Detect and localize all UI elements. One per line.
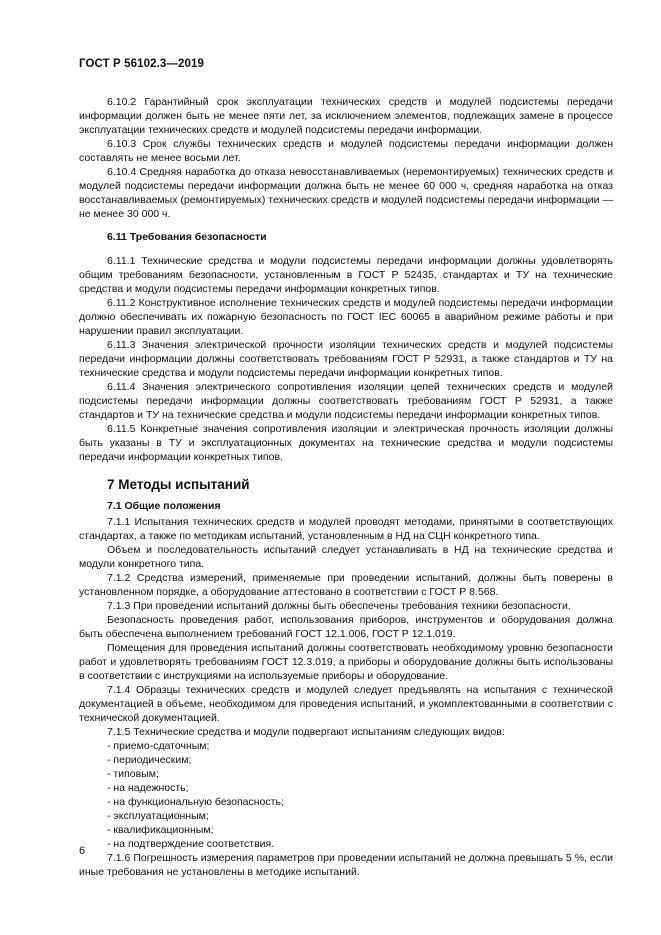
paragraph-6-11-5: 6.11.5 Конкретные значения сопротивления изоляции и электрическая прочность изоляции должны быть указаны в ТУ и эксплуатационных документах на технические средства и модули подсистемы передачи информации конкретных типов. bbox=[79, 423, 613, 463]
page-number: 6 bbox=[79, 845, 86, 857]
paragraph-6-11-3: 6.11.3 Значения электрической прочности изоляции технических средств и модулей подсистемы передачи информации должны соответствовать требованиям ГОСТ Р 52931, а также стандартов и ТУ на технические средства и модули подсистемы передачи информации конкретных типов. bbox=[79, 339, 613, 379]
document-body bbox=[79, 95, 613, 879]
document-header: ГОСТ Р 56102.3—2019 bbox=[79, 58, 204, 70]
paragraph-6-10-3: 6.10.3 Срок службы технических средств и модулей подсистемы передачи информации должен составлять не менее восьми лет. bbox=[79, 138, 613, 164]
paragraph-6-11-1: 6.11.1 Технические средства и модули подсистемы передачи информации должны удовлетворять общим требованиям безопасности, установленным в ГОСТ Р 52435, стандартах и ТУ на технические средства и модули подсистемы передачи информации конкретных типов. bbox=[79, 255, 613, 295]
paragraph-7-1-5: 7.1.5 Технические средства и модули подвергают испытаниям следующих видов: bbox=[107, 726, 505, 738]
paragraph-7-1-6: 7.1.6 Погрешность измерения параметров при проведении испытаний не должна превышать 5 %, если иные требования не установлены в методике испытаний. bbox=[79, 852, 613, 878]
paragraph-7-1-3: 7.1.3 При проведении испытаний должны быть обеспечены требования техники безопасности. bbox=[107, 600, 571, 612]
paragraph-7-1-1-b: Объем и последовательность испытаний следует устанавливать в НД на технические средства и модули конкретного типа. bbox=[79, 544, 613, 570]
paragraph-6-10-4: 6.10.4 Средняя наработка до отказа невосстанавливаемых (неремонтируемых) технических средств и модулей подсистемы передачи информации должна быть не менее 60 000 ч, средняя наработка на отказ восстанавливаемых (ремонтируемых) технических средств и модулей подсистемы передачи информации — не менее 30 000 ч. bbox=[79, 166, 613, 220]
list-item: - приемо-сдаточным; bbox=[107, 740, 210, 752]
section-heading-7: 7 Методы испытаний bbox=[107, 477, 250, 492]
paragraph-7-1-3-b: Безопасность проведения работ, использования приборов, инструментов и оборудования должна быть обеспечена выполнением требований ГОСТ 12.1.006, ГОСТ Р 12.1.019. bbox=[79, 614, 613, 640]
list-item: - типовым; bbox=[107, 768, 159, 780]
paragraph-7-1-1: 7.1.1 Испытания технических средств и модулей проводят методами, принятыми в соответствующих стандартах, а также по методикам испытаний, установленным в НД на СЦН конкретного типа. bbox=[79, 516, 613, 542]
list-item: - на подтверждение соответствия. bbox=[107, 838, 275, 850]
list-item: - периодическим; bbox=[107, 754, 192, 766]
paragraph-7-1-3-c: Помещения для проведения испытаний должны соответствовать необходимому уровню безопасности работ и удовлетворять требованиям ГОСТ 12.3.019, а приборы и оборудование должны быть использованы в соответствии с инструкциями на используемые приборы и оборудование. bbox=[79, 642, 613, 682]
paragraph-7-1-2: 7.1.2 Средства измерений, применяемые при проведении испытаний, должны быть поверены в установленном порядке, а оборудование аттестовано в соответствии с ГОСТ Р 8.568. bbox=[79, 572, 613, 598]
list-item: - квалификационным; bbox=[107, 824, 214, 836]
section-heading-6-11: 6.11 Требования безопасности bbox=[107, 231, 267, 243]
paragraph-6-10-2: 6.10.2 Гарантийный срок эксплуатации технических средств и модулей подсистемы передачи информации должен быть не менее пяти лет, за исключением элементов, подлежащих замене в процессе эксплуатации технических средств и модулей подсистемы передачи информации. bbox=[79, 96, 613, 136]
list-item: - на надежность; bbox=[107, 782, 189, 794]
paragraph-7-1-4: 7.1.4 Образцы технических средств и модулей следует предъявлять на испытания с технической документацией в объеме, необходимом для проведения испытаний, и укомплектованными в соответствии с технической документацией. bbox=[79, 684, 613, 724]
list-item: - на функциональную безопасность; bbox=[107, 796, 284, 808]
section-heading-7-1: 7.1 Общие положения bbox=[107, 500, 221, 512]
list-item: - эксплуатационным; bbox=[107, 810, 209, 822]
paragraph-6-11-2: 6.11.2 Конструктивное исполнение технических средств и модулей подсистемы передачи информации должно обеспечивать их пожарную безопасность по ГОСТ IEC 60065 в аварийном режиме работы и при нарушении правил эксплуатации. bbox=[79, 297, 613, 337]
paragraph-6-11-4: 6.11.4 Значения электрического сопротивления изоляции цепей технических средств и модулей подсистемы передачи информации должны соответствовать требованиям ГОСТ Р 52931, а также стандартов и ТУ на технические средства и модули подсистемы передачи информации конкретных типов. bbox=[79, 381, 613, 421]
